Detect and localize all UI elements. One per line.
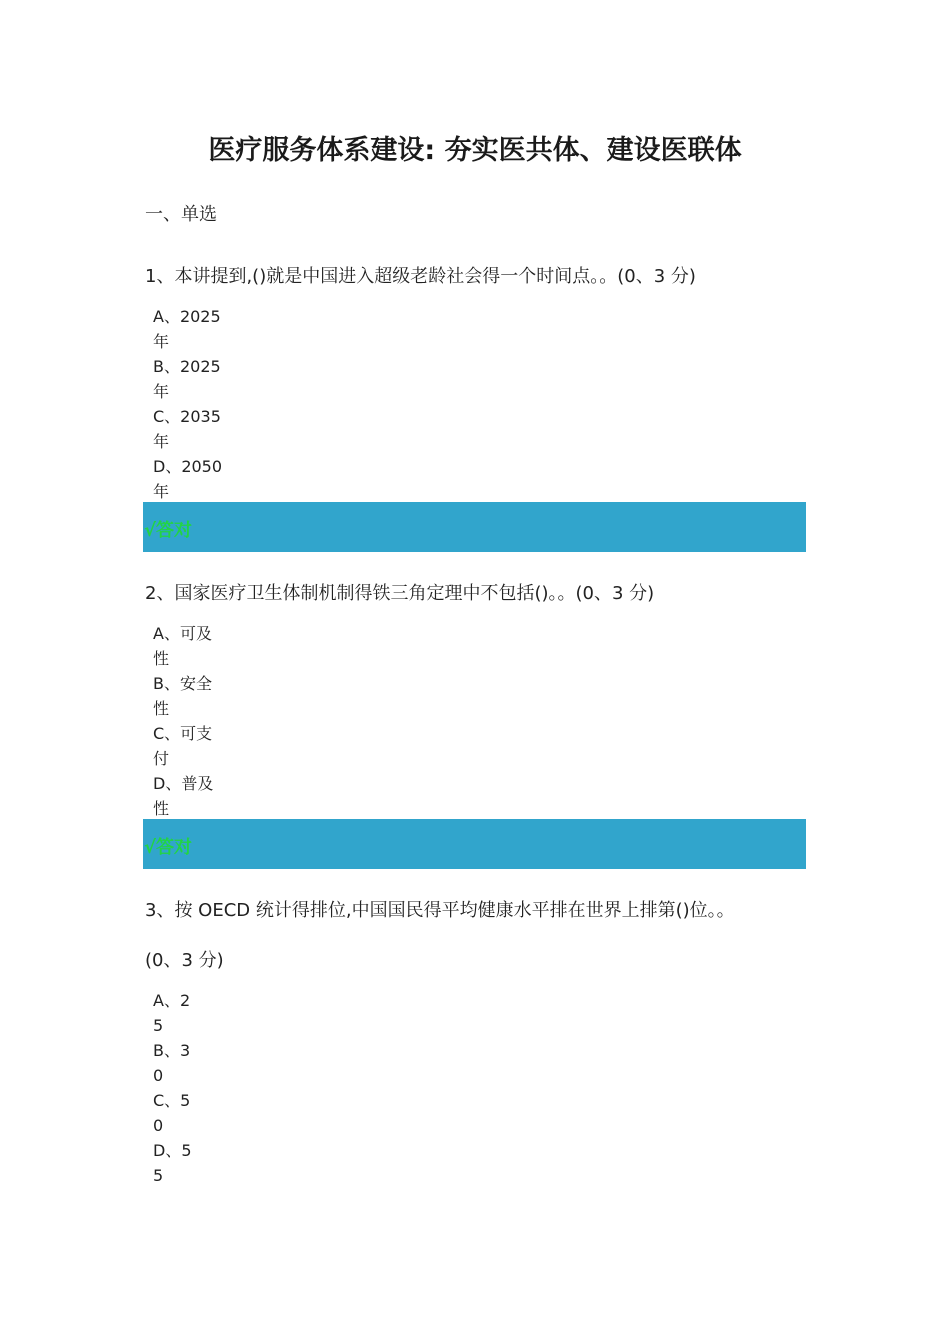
question-1-option-b[interactable]: B、2025 年 [153, 357, 221, 401]
page-title: 医疗服务体系建设: 夯实医共体、建设医联体 [208, 135, 742, 166]
question-1-option-c[interactable]: C、2035 年 [153, 407, 221, 451]
section-heading: 一、单选 [145, 204, 217, 225]
question-3-option-a[interactable]: A、25 [153, 991, 191, 1035]
question-1-option-a[interactable]: A、2025 年 [153, 307, 221, 351]
question-1-result: √答对 [144, 520, 193, 541]
question-3-text-line-1: 3、按 OECD 统计得排位,中国国民得平均健康水平排在世界上排第()位。。 [145, 900, 735, 921]
question-2-result: √答对 [144, 837, 193, 858]
question-3-option-d[interactable]: D、55 [153, 1141, 192, 1185]
question-2-option-b[interactable]: B、安全性 [153, 674, 212, 718]
question-3-text-line-2: (0、3 分) [145, 950, 224, 971]
question-1-result-bar [143, 502, 806, 552]
question-1-text: 1、本讲提到,()就是中国进入超级老龄社会得一个时间点。。(0、3 分) [145, 266, 696, 287]
question-2-result-bar [143, 819, 806, 869]
question-3-option-c[interactable]: C、50 [153, 1091, 191, 1135]
question-1-option-d[interactable]: D、2050 年 [153, 457, 223, 501]
question-2-option-c[interactable]: C、可支付 [153, 724, 213, 768]
question-2-text: 2、国家医疗卫生体制机制得铁三角定理中不包括()。。(0、3 分) [145, 583, 655, 604]
question-2-option-d[interactable]: D、普及性 [153, 774, 214, 818]
question-2-option-a[interactable]: A、可及性 [153, 624, 212, 668]
question-3-option-b[interactable]: B、30 [153, 1041, 191, 1085]
